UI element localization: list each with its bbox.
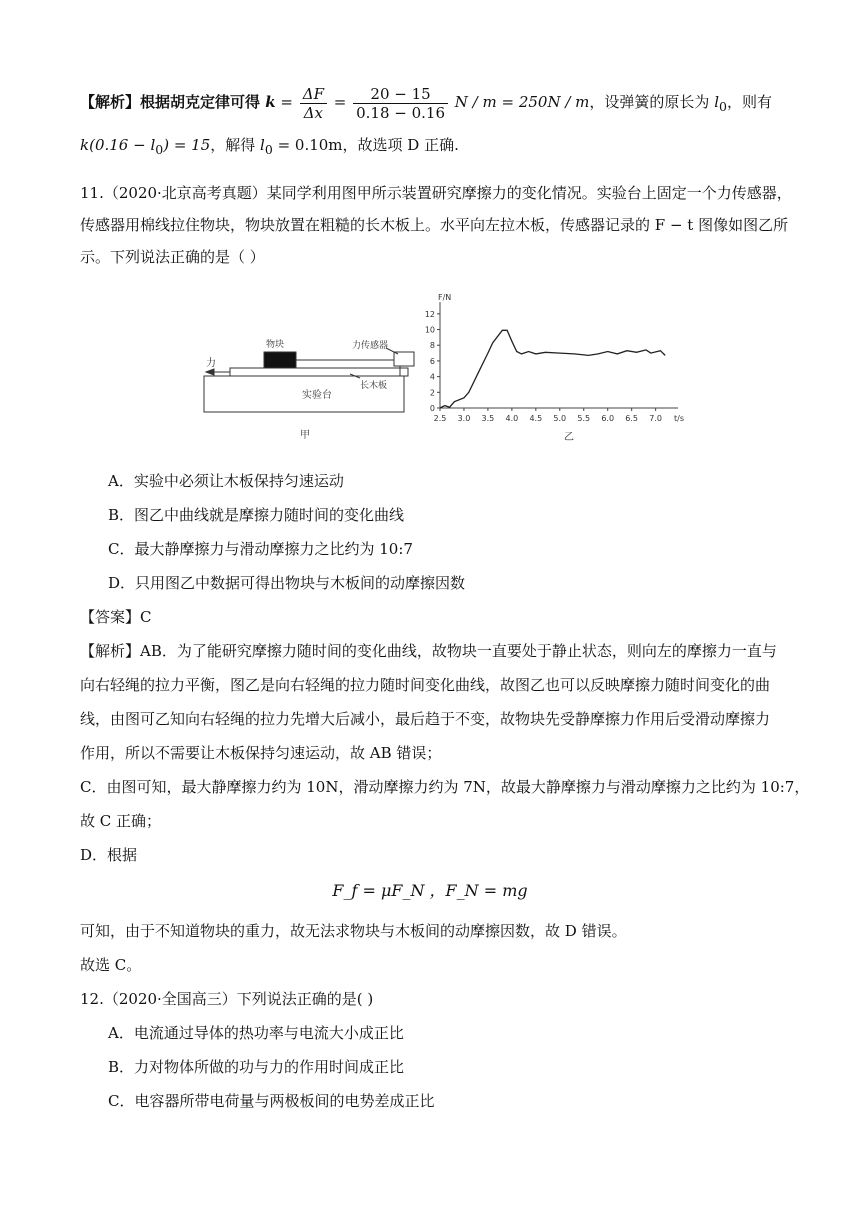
q11-explanation-line: C．由图可知，最大静摩擦力约为 10N，滑动摩擦力约为 7N，故最大静摩擦力与滑动摩擦力之比约为 10:7，	[80, 778, 810, 796]
l0-symbol: l	[714, 93, 719, 111]
q11-explanation-line: 线，由图可乙知向右轻绳的拉力先增大后减小，最后趋于不变，故物块先受静摩擦力作用后受滑动摩擦力	[80, 710, 771, 728]
q11-stem-line-3: 示。下列说法正确的是（ ）	[80, 248, 265, 266]
x-tick-label: 3.0	[457, 414, 471, 423]
q12-option-b: B．力对物体所做的功与力的作用时间成正比	[108, 1058, 405, 1076]
denominator: 0.18 − 0.16	[356, 103, 446, 122]
x-tick-label: 6.0	[601, 414, 615, 423]
subscript: 0	[264, 142, 273, 157]
q11-explanation-line: D．根据	[80, 846, 138, 864]
value: = 0.10m	[272, 136, 343, 154]
q12-option-c: C．电容器所带电荷量与两极板间的电势差成正比	[108, 1092, 435, 1110]
equation: k(0.16 − l	[80, 136, 156, 154]
q11-answer: 【答案】C	[80, 608, 152, 626]
q11-option-a: A．实验中必须让木板保持匀速运动	[108, 472, 344, 490]
text: ，故选项 D 正确.	[342, 136, 459, 154]
label-force: 力	[206, 358, 216, 369]
q11-figure	[200, 292, 700, 452]
subscript: 0	[155, 142, 164, 157]
q11-stem-line-2: 传感器用棉线拉住物块，物块放置在粗糙的长木板上。水平向左拉木板，传感器记录的 F − t 图像如图乙所	[80, 216, 789, 234]
text: =	[275, 93, 298, 111]
text: ，则有	[726, 93, 772, 111]
delta-fraction	[300, 85, 327, 122]
text: ，设弹簧的原长为	[589, 93, 715, 111]
value-fraction	[353, 85, 448, 122]
x-tick-label: 6.5	[625, 414, 639, 423]
text: =	[329, 93, 352, 111]
q11-explanation-line: 作用，所以不需要让木板保持匀速运动，故 AB 错误；	[80, 744, 442, 762]
x-tick-label: 3.5	[481, 414, 495, 423]
arrow-head-icon	[206, 369, 214, 375]
x-axis-label: t/s	[674, 414, 684, 423]
text: ，解得	[210, 136, 261, 154]
hooke-explanation-line	[80, 80, 800, 124]
q12-option-a: A．电流通过导体的热功率与电流大小成正比	[108, 1024, 404, 1042]
q11-option-c: C．最大静摩擦力与滑动摩擦力之比约为 10:7	[108, 540, 413, 558]
y-axis-label: F/N	[438, 293, 452, 302]
y-tick-label: 10	[424, 325, 435, 335]
x-tick-label: 2.5	[433, 414, 447, 423]
y-tick-label: 6	[429, 356, 435, 366]
denominator: Δx	[303, 103, 324, 122]
apparatus-diagram	[204, 348, 414, 412]
caption-yi: 乙	[564, 432, 574, 443]
q11-explanation-line: 向右轻绳的拉力平衡，图乙是向右轻绳的拉力随时间变化曲线，故图乙也可以反映摩擦力随时间变化的曲	[80, 676, 771, 694]
friction-formula: F_f = μF_N ，F_N = mg	[332, 881, 528, 900]
force-curve	[440, 330, 665, 408]
unit: N / m = 250N / m	[450, 93, 590, 111]
label-sensor: 力传感器	[352, 341, 389, 351]
l0-symbol: l	[260, 136, 265, 154]
y-tick-label: 2	[429, 388, 435, 398]
y-tick-label: 12	[424, 309, 435, 319]
q11-option-d: D．只用图乙中数据可得出物块与木板间的动摩擦因数	[108, 574, 466, 592]
label-block: 物块	[266, 340, 285, 350]
equation: ) = 15	[163, 136, 211, 154]
q11-explanation-line: 【解析】AB．为了能研究摩擦力随时间的变化曲线，故物块一直要处于静止状态，则向左的摩擦力一直与	[80, 642, 777, 660]
label-board: 长木板	[360, 381, 388, 391]
x-tick-label: 7.0	[649, 414, 662, 423]
label-table: 实验台	[302, 390, 332, 401]
numerator: 20 − 15	[353, 85, 448, 104]
text: 【解析】根据胡克定律可得	[80, 93, 266, 111]
long-board	[230, 368, 408, 376]
q11-choice-line: 故选 C。	[80, 956, 142, 974]
subscript: 0	[719, 99, 727, 114]
q11-stem-line-1: 11.（2020·北京高考真题）某同学利用图甲所示装置研究摩擦力的变化情况。实验台上固定一个力传感器，	[80, 184, 792, 202]
y-tick-label: 4	[429, 372, 435, 382]
numerator: ΔF	[300, 85, 327, 104]
k-symbol: k	[265, 93, 276, 111]
x-tick-label: 4.5	[529, 414, 543, 423]
q11-explanation-line: 故 C 正确；	[80, 812, 162, 830]
block	[264, 352, 296, 368]
x-tick-label: 5.0	[553, 414, 567, 423]
q11-option-b: B．图乙中曲线就是摩擦力随时间的变化曲线	[108, 506, 405, 524]
q12-stem: 12.（2020·全国高三）下列说法正确的是( )	[80, 990, 374, 1008]
x-tick-label: 4.0	[505, 414, 519, 423]
caption-jia: 甲	[300, 430, 310, 441]
y-tick-label: 8	[429, 341, 435, 351]
x-tick-label: 5.5	[577, 414, 591, 423]
force-time-chart	[425, 293, 684, 423]
force-sensor	[394, 352, 414, 366]
q11-conclusion-line: 可知，由于不知道物块的重力，故无法求物块与木板间的动摩擦因数，故 D 错误。	[80, 922, 627, 940]
y-tick-label: 0	[429, 404, 435, 413]
hooke-solve-line	[80, 134, 800, 161]
